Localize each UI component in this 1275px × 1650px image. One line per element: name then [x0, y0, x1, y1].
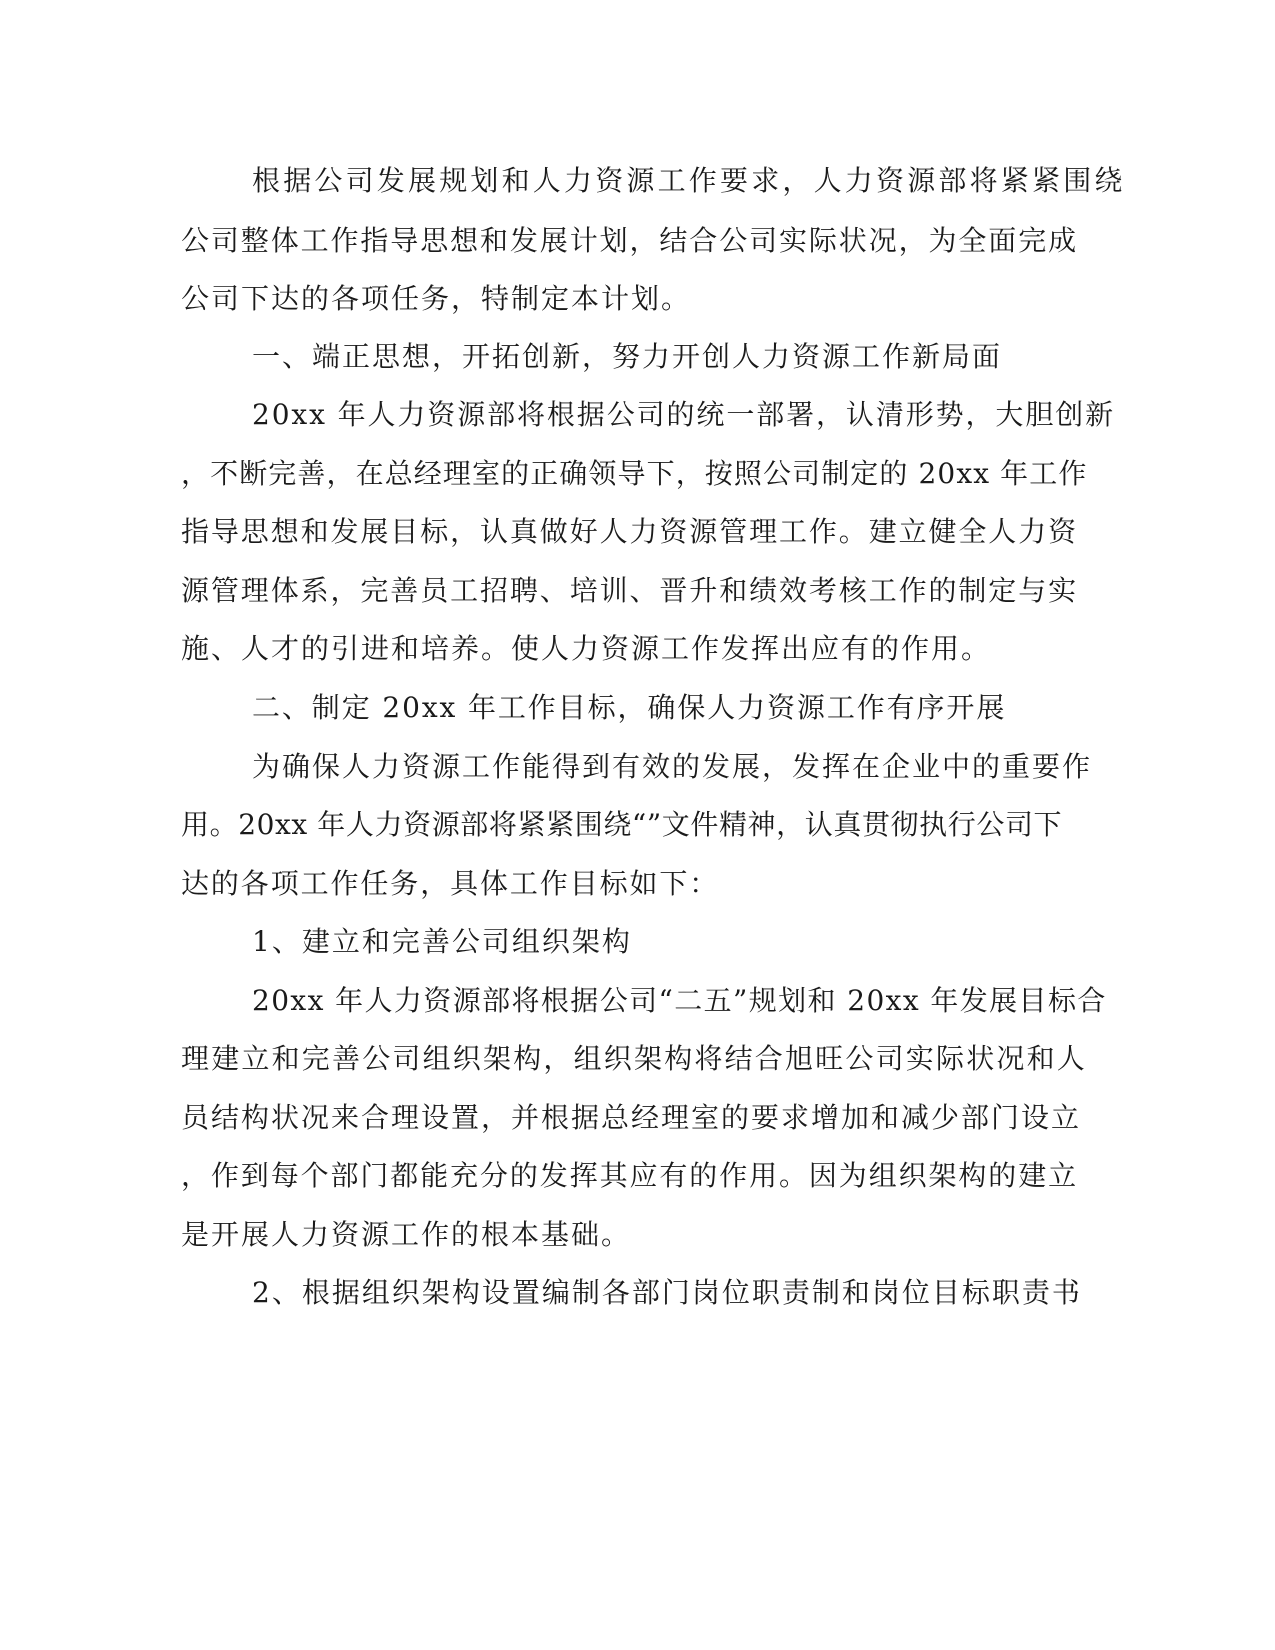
- paragraph-1-line-2: 公司整体工作指导思想和发展计划，结合公司实际状况，为全面完成: [181, 224, 1079, 257]
- section-heading-1: 一、端正思想，开拓创新，努力开创人力资源工作新局面: [252, 340, 1003, 373]
- paragraph-3-line-1: 为确保人力资源工作能得到有效的发展，发挥在企业中的重要作: [252, 750, 1093, 783]
- paragraph-3-line-3: 达的各项工作任务，具体工作目标如下：: [181, 867, 720, 900]
- list-item-1-title: 1、建立和完善公司组织架构: [252, 925, 632, 958]
- paragraph-4-line-2: 理建立和完善公司组织架构，组织架构将结合旭旺公司实际状况和人: [181, 1042, 1088, 1075]
- paragraph-4-line-1: 20xx 年人力资源部将根据公司“二五”规划和 20xx 年发展目标合: [252, 984, 1107, 1017]
- paragraph-2-line-3: 指导思想和发展目标，认真做好人力资源管理工作。建立健全人力资: [181, 515, 1079, 548]
- paragraph-2-line-2: ，不断完善，在总经理室的正确领导下，按照公司制定的 20xx 年工作: [181, 457, 1088, 490]
- section-heading-2: 二、制定 20xx 年工作目标，确保人力资源工作有序开展: [252, 691, 1007, 724]
- paragraph-1-line-1: 根据公司发展规划和人力资源工作要求，人力资源部将紧紧围绕: [252, 164, 1126, 197]
- paragraph-4-line-4: ，作到每个部门都能充分的发挥其应有的作用。因为组织架构的建立: [181, 1159, 1079, 1192]
- paragraph-2-line-4: 源管理体系，完善员工招聘、培训、晋升和绩效考核工作的制定与实: [181, 574, 1079, 607]
- paragraph-4-line-3: 员结构状况来合理设置，并根据总经理室的要求增加和减少部门设立: [181, 1101, 1082, 1134]
- paragraph-3-line-2: 用。20xx 年人力资源部将紧紧围绕“”文件精神，认真贯彻执行公司下: [181, 808, 1063, 841]
- paragraph-2-line-1: 20xx 年人力资源部将根据公司的统一部署，认清形势，大胆创新: [252, 398, 1116, 431]
- list-item-2-title: 2、根据组织架构设置编制各部门岗位职责制和岗位目标职责书: [252, 1276, 1082, 1309]
- paragraph-1-line-3: 公司下达的各项任务，特制定本计划。: [181, 282, 692, 315]
- paragraph-4-line-5: 是开展人力资源工作的根本基础。: [181, 1218, 632, 1251]
- paragraph-2-line-5: 施、人才的引进和培养。使人力资源工作发挥出应有的作用。: [181, 632, 992, 665]
